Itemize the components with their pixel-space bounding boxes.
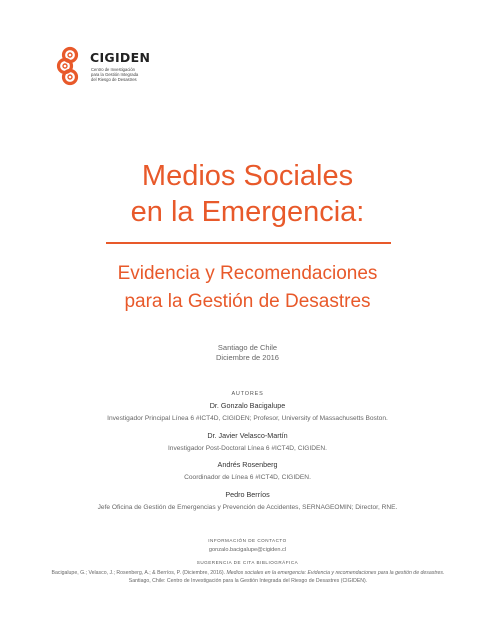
title-divider (106, 242, 391, 244)
authors-label: AUTORES (231, 391, 264, 397)
citation-text (48, 569, 448, 585)
citation-label: SUGERENCIA DE CITA BIBLIOGRÁFICA (196, 560, 299, 565)
logo-name: CIGIDEN (90, 50, 151, 65)
logo-subtitle (91, 67, 181, 83)
author-role: Investigador Post-Doctoral Línea 6 #ICT4D, CIGIDEN. (167, 445, 328, 452)
author-block (0, 460, 495, 483)
author-role: Investigador Principal Línea 6 #ICT4D, CIGIDEN; Profesor, University of Massachusetts Boston. (107, 415, 388, 422)
subtitle-line: para la Gestión de Desastres (124, 291, 371, 312)
place: Santiago de Chile (217, 343, 278, 352)
date: Diciembre de 2016 (216, 353, 279, 362)
cigiden-logo-icon (50, 44, 88, 88)
contact-label: INFORMACIÓN DE CONTACTO (208, 538, 287, 543)
document-title (0, 158, 495, 230)
logo-subtitle-line: Centro de Investigación (91, 67, 135, 72)
subtitle-line: Evidencia y Recomendaciones (117, 263, 378, 284)
logo-subtitle-line: para la Gestión Integrada (91, 72, 139, 78)
title-line: Medios Sociales (141, 160, 354, 192)
author-name: Dr. Javier Velasco-Martín (207, 431, 288, 440)
author-block (0, 431, 495, 454)
cigiden-logo (50, 44, 210, 92)
logo-subtitle-line: del Riesgo de Desastres (91, 77, 137, 83)
contact-email: gonzalo.bacigalupe@cigiden.cl (208, 547, 287, 553)
title-line: en la Emergencia: (130, 196, 365, 228)
author-role: Coordinador de Línea 6 #ICT4D, CIGIDEN. (184, 474, 311, 481)
author-block (0, 490, 495, 513)
author-role: Jefe Oficina de Gestión de Emergencias y Prevención de Accidentes, SERNAGEOMIN; Director, RNE. (97, 504, 398, 511)
citation-part: Bacigalupe, G.; Velasco, J.; Rosenberg, A.; & Berríos, P. (Diciembre, 2016). (51, 570, 227, 576)
author-name: Pedro Berríos (225, 490, 270, 499)
document-subtitle (0, 260, 495, 316)
author-name: Dr. Gonzalo Bacigalupe (209, 401, 286, 410)
author-block (0, 401, 495, 424)
citation-title: Medios sociales en la emergencia: Evidencia y recomendaciones para la gestión de desastres (226, 570, 444, 576)
citation-part: . Santiago, Chile: Centro de Investigación para la Gestión Integrada del Riesgo de Desastres (CIGIDEN). (128, 570, 445, 584)
author-name: Andrés Rosenberg (217, 460, 278, 469)
place-date (0, 343, 495, 363)
